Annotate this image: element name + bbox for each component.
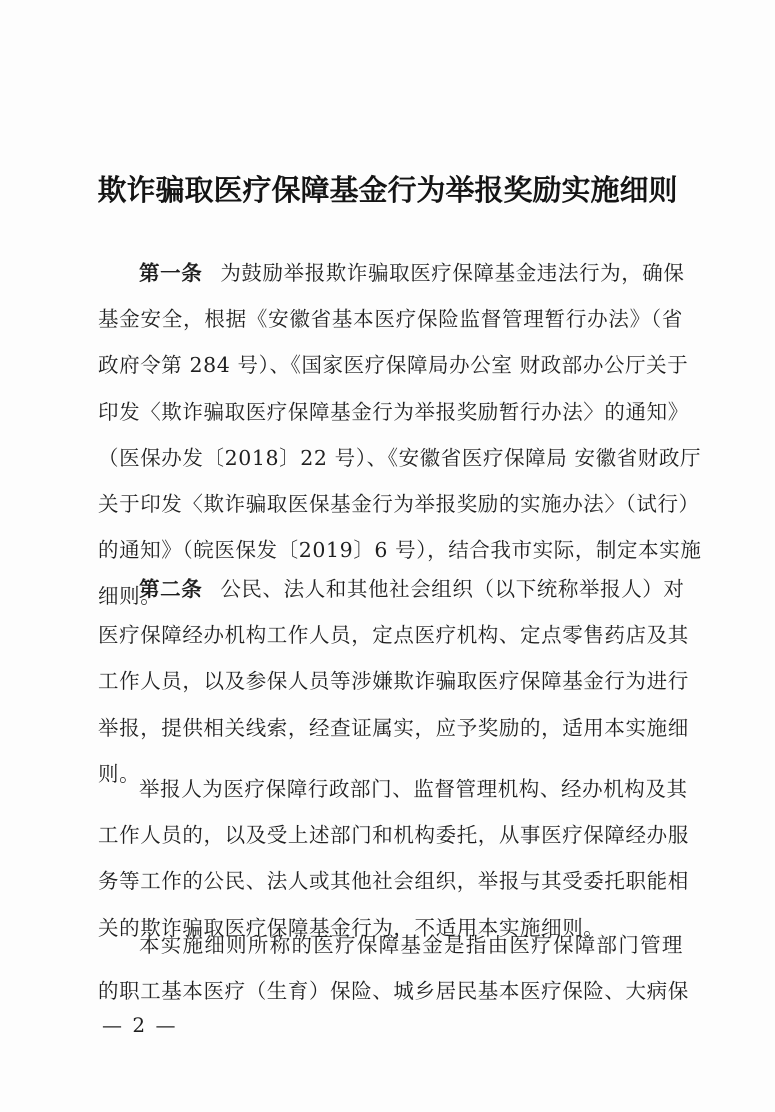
article-1-line: 关于印发〈欺诈骗取医保基金行为举报奖励的实施办法〉（试行） — [98, 491, 700, 516]
article-1-line: 第一条 为鼓励举报欺诈骗取医疗保障基金违法行为，确保 — [139, 261, 685, 285]
page-number: — 2 — — [102, 1013, 178, 1037]
article-1-line: 的通知》（皖医保发〔2019〕6 号），结合我市实际，制定本实施 — [98, 538, 702, 563]
article-2-label: 第二条 — [139, 577, 203, 601]
article-2-line: 则。 — [98, 761, 141, 786]
paragraph-3-line: 务等工作的公民、法人或其他社会组织，举报与其受委托职能相 — [98, 869, 689, 894]
article-2-line: 举报，提供相关线索，经查证属实，应予奖励的，适用本实施细 — [98, 715, 689, 740]
paragraph-4-line: 本实施细则所称的医疗保障基金是指由医疗保障部门管理 — [139, 933, 683, 957]
page-title: 欺诈骗取医疗保障基金行为举报奖励实施细则 — [97, 173, 678, 207]
paragraph-4-line: 的职工基本医疗（生育）保险、城乡居民基本医疗保险、大病保 — [98, 979, 689, 1004]
paragraph-4 — [98, 922, 689, 1014]
article-2-line: 工作人员，以及参保人员等涉嫌欺诈骗取医疗保障基金行为进行 — [98, 669, 689, 694]
article-1 — [98, 250, 702, 620]
article-1-line: （医保办发〔2018〕22 号）、《安徽省医疗保障局 安徽省财政厅 — [98, 445, 702, 470]
article-1-line: 政府令第 284 号）、《国家医疗保障局办公室 财政部办公厅关于 — [98, 353, 689, 378]
article-1-line: 细则。 — [98, 584, 162, 609]
article-1-line: 印发〈欺诈骗取医疗保障基金行为举报奖励暂行办法〉的通知》 — [98, 399, 689, 424]
paragraph-3-line: 举报人为医疗保障行政部门、监督管理机构、经办机构及其 — [139, 777, 688, 801]
article-1-line: 基金安全，根据《安徽省基本医疗保险监督管理暂行办法》（省 — [98, 307, 683, 332]
article-1-label: 第一条 — [139, 261, 203, 285]
article-2-line: 第二条 公民、法人和其他社会组织（以下统称举报人）对 — [139, 577, 685, 601]
article-2-line: 医疗保障经办机构工作人员，定点医疗机构、定点零售药店及其 — [98, 623, 689, 648]
article-2 — [98, 566, 689, 797]
paragraph-3-line: 工作人员的，以及受上述部门和机构委托，从事医疗保障经办服 — [98, 823, 689, 848]
paragraph-3-line: 关的欺诈骗取医疗保障基金行为，不适用本实施细则。 — [98, 915, 605, 940]
